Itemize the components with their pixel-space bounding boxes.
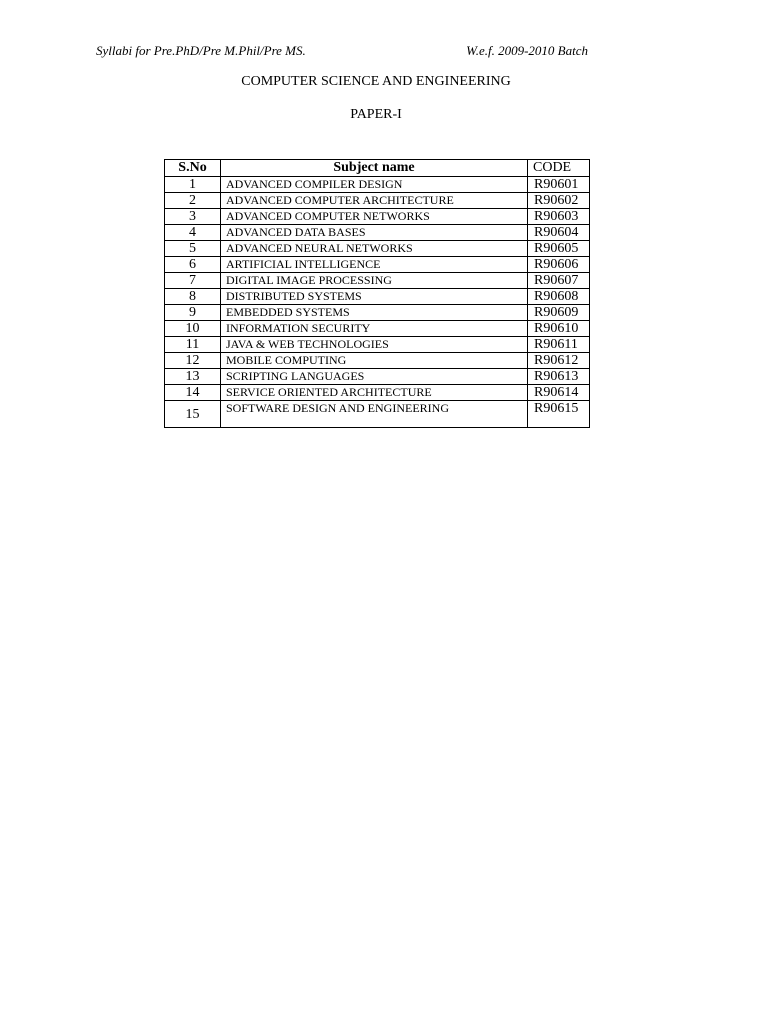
subjects-table <box>164 159 590 428</box>
table-row <box>165 257 590 273</box>
row-sno: 6 <box>165 257 221 273</box>
row-code: R90608 <box>528 289 590 305</box>
row-code: R90607 <box>528 273 590 289</box>
row-subject: MOBILE COMPUTING <box>221 353 528 369</box>
table-row <box>165 337 590 353</box>
row-sno: 11 <box>165 337 221 353</box>
table-row <box>165 353 590 369</box>
row-sno: 15 <box>165 401 221 428</box>
table-row <box>165 321 590 337</box>
table-row <box>165 385 590 401</box>
paper-title: PAPER-I <box>350 107 402 122</box>
table-row <box>165 369 590 385</box>
table-row <box>165 241 590 257</box>
row-code: R90612 <box>528 353 590 369</box>
row-code: R90604 <box>528 225 590 241</box>
row-subject: SCRIPTING LANGUAGES <box>221 369 528 385</box>
table-row <box>165 273 590 289</box>
row-code: R90614 <box>528 385 590 401</box>
header-syllabus-title: Syllabi for Pre.PhD/Pre M.Phil/Pre MS. <box>96 43 306 58</box>
row-sno: 12 <box>165 353 221 369</box>
row-code: R90610 <box>528 321 590 337</box>
row-subject: INFORMATION SECURITY <box>221 321 528 337</box>
row-sno: 5 <box>165 241 221 257</box>
row-sno: 2 <box>165 193 221 209</box>
row-subject: ADVANCED COMPILER DESIGN <box>221 177 528 193</box>
row-code: R90602 <box>528 193 590 209</box>
row-code: R90601 <box>528 177 590 193</box>
row-code: R90615 <box>528 401 590 428</box>
row-subject: ADVANCED COMPUTER NETWORKS <box>221 209 528 225</box>
table-row <box>165 401 590 428</box>
row-sno: 9 <box>165 305 221 321</box>
row-code: R90609 <box>528 305 590 321</box>
table-body <box>165 177 590 428</box>
column-header-subject: Subject name <box>221 160 528 177</box>
table-header-row <box>165 160 590 177</box>
row-sno: 10 <box>165 321 221 337</box>
row-sno: 4 <box>165 225 221 241</box>
row-code: R90606 <box>528 257 590 273</box>
row-subject: DISTRIBUTED SYSTEMS <box>221 289 528 305</box>
row-subject: SERVICE ORIENTED ARCHITECTURE <box>221 385 528 401</box>
table-row <box>165 289 590 305</box>
row-code: R90603 <box>528 209 590 225</box>
table-row <box>165 209 590 225</box>
row-subject: ADVANCED NEURAL NETWORKS <box>221 241 528 257</box>
row-subject: ARTIFICIAL INTELLIGENCE <box>221 257 528 273</box>
row-code: R90605 <box>528 241 590 257</box>
row-sno: 14 <box>165 385 221 401</box>
column-header-sno: S.No <box>165 160 221 177</box>
row-code: R90611 <box>528 337 590 353</box>
header-batch-label: W.e.f. 2009-2010 Batch <box>466 43 588 58</box>
column-header-code: CODE <box>528 160 590 177</box>
row-subject: EMBEDDED SYSTEMS <box>221 305 528 321</box>
row-sno: 3 <box>165 209 221 225</box>
department-title: COMPUTER SCIENCE AND ENGINEERING <box>241 74 511 89</box>
row-sno: 13 <box>165 369 221 385</box>
row-sno: 8 <box>165 289 221 305</box>
row-sno: 7 <box>165 273 221 289</box>
table-row <box>165 177 590 193</box>
running-header <box>96 43 590 61</box>
row-sno: 1 <box>165 177 221 193</box>
row-subject: DIGITAL IMAGE PROCESSING <box>221 273 528 289</box>
row-code: R90613 <box>528 369 590 385</box>
table-row <box>165 193 590 209</box>
table-row <box>165 225 590 241</box>
row-subject: ADVANCED DATA BASES <box>221 225 528 241</box>
table-row <box>165 305 590 321</box>
row-subject: ADVANCED COMPUTER ARCHITECTURE <box>221 193 528 209</box>
row-subject: SOFTWARE DESIGN AND ENGINEERING <box>221 401 528 428</box>
row-subject: JAVA & WEB TECHNOLOGIES <box>221 337 528 353</box>
